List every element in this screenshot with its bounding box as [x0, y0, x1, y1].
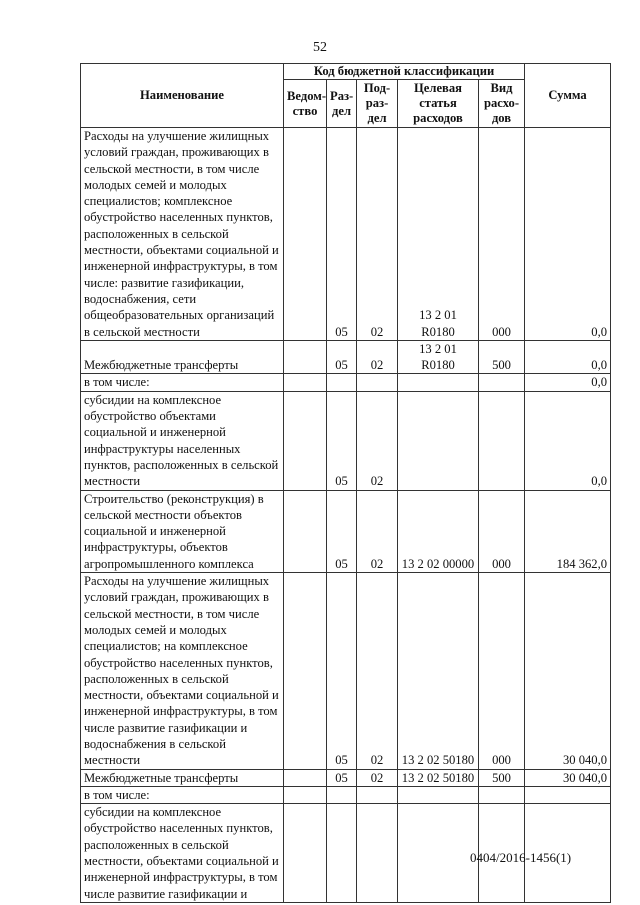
- cell-podrazdel: 02: [357, 128, 398, 341]
- cell-celevaya-statya: 13 2 02 00000: [398, 490, 479, 572]
- table-row: [81, 340, 611, 374]
- header-vedomstvo: Ведом- ство: [284, 80, 327, 128]
- cell-name: субсидии на комплексное обустройство населенных пунктов, расположенных в сельской местности, объектами социальной и инженерной инфраструктуры, в том числе развитие газификации и: [81, 804, 284, 903]
- cell-razdel: 05: [327, 769, 357, 786]
- cell-summa: 0,0: [525, 391, 611, 490]
- cell-razdel: 05: [327, 128, 357, 341]
- cell-name: Расходы на улучшение жилищных условий граждан, проживающих в сельской местности, в том числе молодых семей и молодых специалистов; на комплексное обустройство населенных пунктов, расположенных в сельской местности, объектами социальной и инженерной инфраструктуры, в том числе развитие газификации и водоснабжения в сельской местности: [81, 573, 284, 770]
- cell-vid-rashodov: 000: [479, 490, 525, 572]
- cell-vid-rashodov: [479, 391, 525, 490]
- cell-name: Расходы на улучшение жилищных условий граждан, проживающих в сельской местности, в том числе молодых семей и молодых специалистов; комплексное обустройство населенных пунктов, расположенных в сельской местности, объектами социальной и инженерной инфраструктуры, в том числе: развитие газификации, водоснабжения, сети общеобразовательных организаций в сельской местности: [81, 128, 284, 341]
- cell-vedomstvo: [284, 573, 327, 770]
- cell-name: Межбюджетные трансферты: [81, 340, 284, 374]
- cell-razdel: 05: [327, 391, 357, 490]
- table-row: [81, 374, 611, 391]
- cell-vid-rashodov: [479, 374, 525, 391]
- cell-vedomstvo: [284, 374, 327, 391]
- cell-vedomstvo: [284, 490, 327, 572]
- table-row: [81, 490, 611, 572]
- header-classification-group: Код бюджетной классификации: [284, 64, 525, 80]
- budget-table: [80, 63, 611, 903]
- document-code: 0404/2016-1456(1): [470, 850, 572, 865]
- cell-razdel: [327, 374, 357, 391]
- cell-vedomstvo: [284, 128, 327, 341]
- cell-podrazdel: [357, 786, 398, 803]
- cell-vid-rashodov: [479, 786, 525, 803]
- cell-summa: 0,0: [525, 374, 611, 391]
- cell-razdel: 05: [327, 340, 357, 374]
- cell-podrazdel: 02: [357, 573, 398, 770]
- cell-celevaya-statya: [398, 804, 479, 903]
- table-row: [81, 786, 611, 803]
- header-vid-rashodov: Вид расхо- дов: [479, 80, 525, 128]
- cell-celevaya-statya: 13 2 02 50180: [398, 769, 479, 786]
- cell-razdel: [327, 786, 357, 803]
- cell-podrazdel: 02: [357, 391, 398, 490]
- cell-summa: 30 040,0: [525, 769, 611, 786]
- cell-vedomstvo: [284, 391, 327, 490]
- page-number: 52: [313, 40, 327, 55]
- cell-name: в том числе:: [81, 786, 284, 803]
- cell-celevaya-statya: 13 2 01 R0180: [398, 128, 479, 341]
- cell-summa: [525, 786, 611, 803]
- cell-podrazdel: [357, 374, 398, 391]
- cell-razdel: 05: [327, 573, 357, 770]
- cell-summa: 0,0: [525, 128, 611, 341]
- header-podrazdel: Под- раз- дел: [357, 80, 398, 128]
- cell-summa: 0,0: [525, 340, 611, 374]
- table-row: [81, 128, 611, 341]
- header-row-1: [81, 64, 611, 80]
- cell-vid-rashodov: 000: [479, 573, 525, 770]
- cell-celevaya-statya: [398, 786, 479, 803]
- cell-vedomstvo: [284, 769, 327, 786]
- cell-vid-rashodov: 500: [479, 769, 525, 786]
- cell-name: Строительство (реконструкция) в сельской местности объектов социальной и инженерной инфраструктуры, объектов агропромышленного комплекса: [81, 490, 284, 572]
- cell-celevaya-statya: 13 2 01 R0180: [398, 340, 479, 374]
- cell-celevaya-statya: 13 2 02 50180: [398, 573, 479, 770]
- cell-razdel: 05: [327, 490, 357, 572]
- cell-summa: 184 362,0: [525, 490, 611, 572]
- cell-name: Межбюджетные трансферты: [81, 769, 284, 786]
- table-row: [81, 391, 611, 490]
- cell-summa: 30 040,0: [525, 573, 611, 770]
- cell-podrazdel: 02: [357, 769, 398, 786]
- table-row: [81, 769, 611, 786]
- cell-name: субсидии на комплексное обустройство объектами социальной и инженерной инфраструктуры населенных пунктов, расположенных в сельской местности: [81, 391, 284, 490]
- cell-name: в том числе:: [81, 374, 284, 391]
- header-name: Наименование: [81, 64, 284, 128]
- header-summa: Сумма: [525, 64, 611, 128]
- cell-vedomstvo: [284, 804, 327, 903]
- cell-podrazdel: 02: [357, 340, 398, 374]
- cell-vid-rashodov: 500: [479, 340, 525, 374]
- cell-celevaya-statya: [398, 391, 479, 490]
- header-razdel: Раз- дел: [327, 80, 357, 128]
- cell-podrazdel: 02: [357, 490, 398, 572]
- cell-razdel: [327, 804, 357, 903]
- cell-vedomstvo: [284, 340, 327, 374]
- cell-podrazdel: [357, 804, 398, 903]
- header-celevaya-statya: Целевая статья расходов: [398, 80, 479, 128]
- table-row: [81, 573, 611, 770]
- cell-vedomstvo: [284, 786, 327, 803]
- cell-celevaya-statya: [398, 374, 479, 391]
- cell-vid-rashodov: 000: [479, 128, 525, 341]
